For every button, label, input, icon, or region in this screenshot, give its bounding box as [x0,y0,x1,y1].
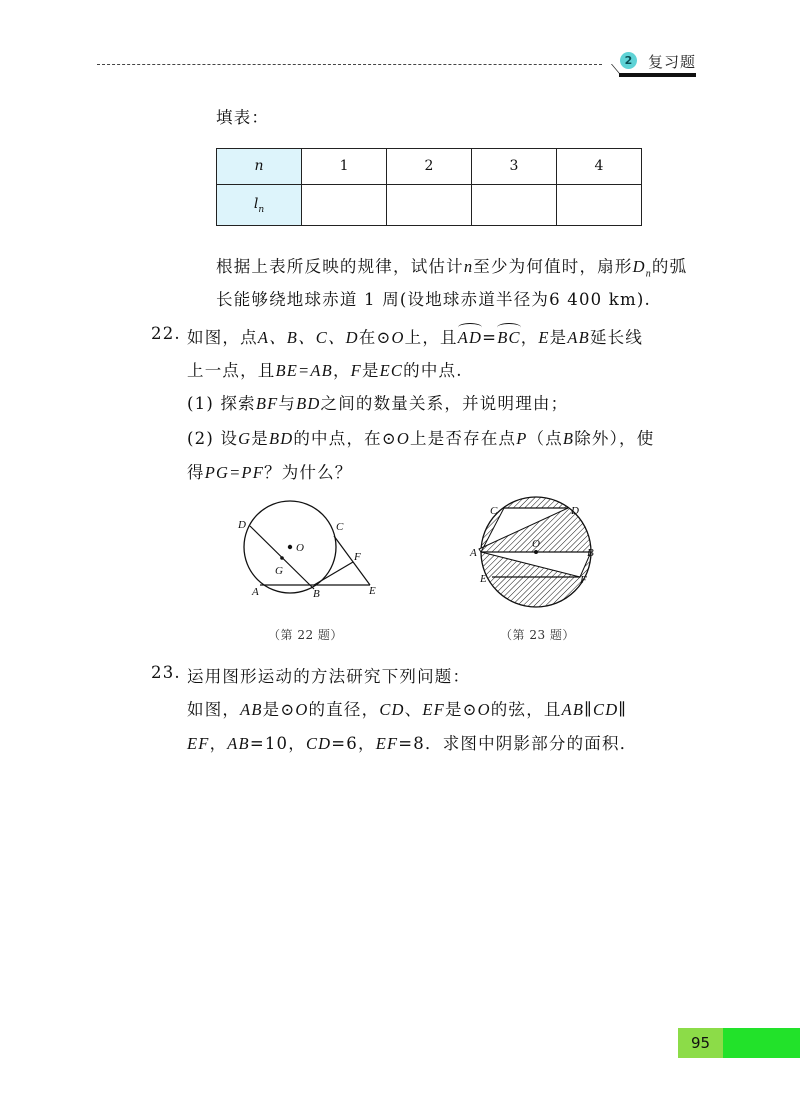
table-cell-n-label: n [217,149,302,185]
chapter-title: 复习题 [648,53,697,71]
problem-23-number: 23. [151,663,181,682]
label-F: F [354,551,361,563]
table-cell: 2 [387,149,472,185]
table-cell-empty [387,184,472,225]
label-C: C [336,521,344,533]
problem-22-part-1: (1) 探索BF与BD之间的数量关系，并说明理由； [187,394,569,413]
label-D: D [238,519,246,531]
figure-23 [470,500,610,610]
table-cell: 4 [556,149,641,185]
header-bar [619,73,696,77]
point-G-dot [280,556,284,560]
estimate-line-1: 根据上表所反映的规律，试估计n至少为何值时，扇形$D_n$的弧 [216,257,688,280]
problem-22-number: 22. [151,324,181,343]
arc-BC: BC [497,328,521,347]
label-B: B [313,588,320,600]
header-rule [97,64,602,65]
table-cell-empty [472,184,557,225]
problem-22-line-2: 上一点，且BE=AB，F是EC的中点. [187,361,463,380]
problem-22-part-2-line-1: (2) 设G是BD的中点，在⊙O上是否存在点P（点B除外），使 [187,429,655,448]
table-cell-empty [556,184,641,225]
label-O: O [532,538,540,550]
table-row-l [217,184,642,225]
table-row-n [217,149,642,185]
problem-23-line-1: 运用图形运动的方法研究下列问题： [187,667,471,686]
label-E: E [480,573,487,585]
page-number-strip [723,1028,800,1058]
label-C: C [490,505,498,517]
figure-23-caption: （第 23 题） [500,628,575,642]
table-cell: 3 [472,149,557,185]
line-CE [334,536,370,585]
problem-22-line-1: 如图，点A、B、C、D在⊙O上，且AD=BC，E是AB延长线 [187,328,644,347]
figure-22 [230,500,390,610]
estimate-line-2: 长能够绕地球赤道 1 周(设地球赤道半径为6 400 km). [216,290,651,309]
arc-AD: AD [457,328,483,347]
problem-23-line-2: 如图，AB是⊙O的直径，CD、EF是⊙O的弦，且AB∥CD∥ [187,700,628,719]
label-E: E [369,585,376,597]
label-A: A [252,586,259,598]
label-A: A [470,547,477,559]
center-dot [288,545,292,549]
fill-table [216,148,642,226]
center-dot [534,550,538,554]
label-D: D [571,505,579,517]
table-cell-empty [302,184,387,225]
table-cell-l-label: $l_n$ [217,184,302,225]
figure-22-caption: （第 22 题） [268,628,343,642]
label-O: O [296,542,304,554]
fill-table-intro: 填表： [216,108,270,127]
problem-23-line-3: EF，AB=10，CD=6，EF=8．求图中阴影部分的面积． [187,734,638,753]
problem-22-part-2-line-2: 得PG=PF？为什么？ [187,463,353,482]
page-number: 95 [678,1028,723,1058]
label-B: B [587,547,594,559]
label-F: F [580,574,587,586]
line-BF [314,562,353,585]
table-cell: 1 [302,149,387,185]
chapter-number-badge: 2 [620,52,637,69]
label-G: G [275,565,283,577]
